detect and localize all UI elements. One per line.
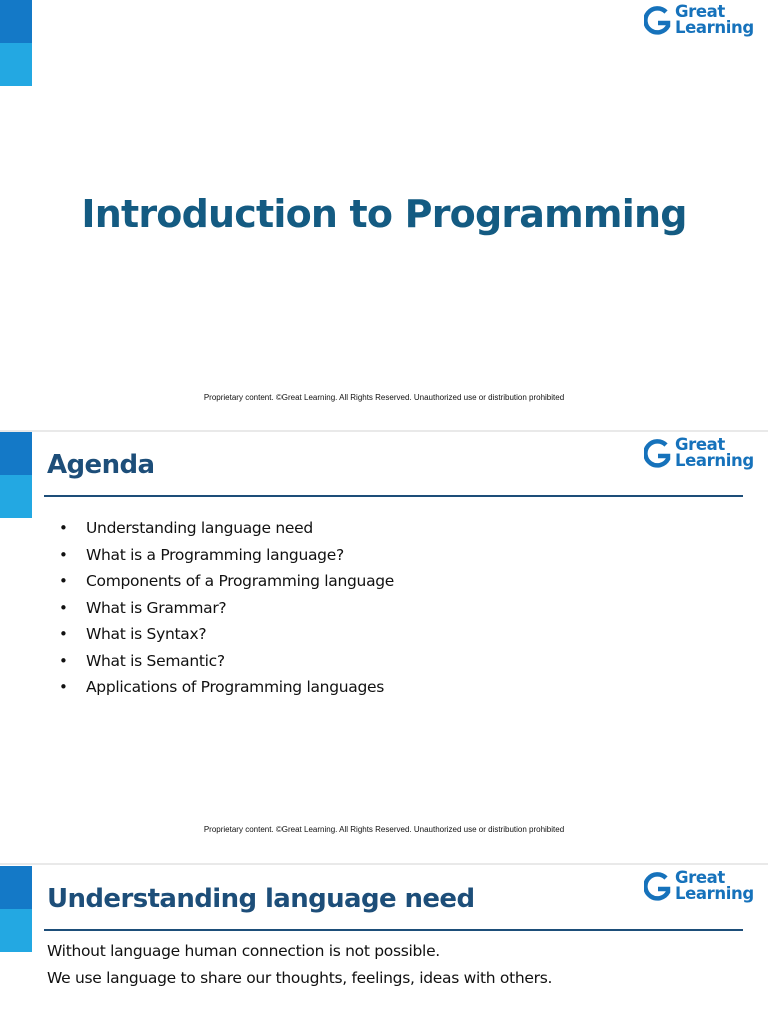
logo-line-2: Learning	[675, 451, 754, 470]
g-logo-icon	[644, 439, 672, 471]
logo-line-1: Great	[675, 2, 725, 21]
list-item	[58, 571, 394, 598]
logo-line-1: Great	[675, 435, 725, 454]
list-item	[58, 651, 394, 678]
list-item-text: What is Grammar?	[86, 598, 227, 617]
slide-heading: Understanding language need	[47, 884, 475, 914]
slide-heading: Agenda	[47, 450, 155, 480]
list-item	[58, 624, 394, 651]
logo-line-1: Great	[675, 868, 725, 887]
bullet-icon: •	[59, 678, 68, 696]
list-item-text: Understanding language need	[86, 519, 313, 537]
accent-bar-dark	[0, 0, 32, 43]
logo-line-2: Learning	[675, 18, 754, 37]
g-logo-icon	[644, 872, 672, 904]
presentation-title: Introduction to Programming	[81, 192, 687, 236]
title-underline	[44, 495, 743, 497]
great-learning-logo	[644, 870, 760, 910]
slide-title-page	[0, 0, 768, 430]
g-logo-icon	[644, 6, 672, 38]
logo-line-2: Learning	[675, 884, 754, 903]
list-item	[58, 545, 394, 572]
accent-bar-dark	[0, 432, 32, 475]
list-item	[58, 677, 394, 704]
great-learning-logo	[644, 437, 760, 477]
agenda-list	[58, 518, 394, 704]
list-item	[58, 518, 394, 545]
bullet-icon: •	[59, 545, 68, 564]
slide-agenda	[0, 432, 768, 862]
list-item	[58, 598, 394, 625]
list-item-text: Components of a Programming language	[86, 572, 395, 590]
slide-separator	[0, 863, 768, 865]
body-text-line: We use language to share our thoughts, feelings, ideas with others.	[47, 969, 553, 987]
accent-bar-light	[0, 475, 32, 518]
great-learning-logo	[644, 4, 760, 44]
title-underline	[44, 929, 743, 931]
accent-bar-light	[0, 909, 32, 952]
bullet-icon: •	[59, 651, 68, 670]
list-item-text: What is a Programming language?	[86, 545, 344, 564]
bullet-icon: •	[59, 598, 68, 617]
footer-copyright: Proprietary content. ©Great Learning. All Rights Reserved. Unauthorized use or distribution prohibited	[203, 393, 565, 402]
slide-language-need	[0, 866, 768, 1024]
list-item-text: What is Syntax?	[86, 625, 207, 643]
bullet-icon: •	[59, 625, 68, 643]
bullet-icon: •	[59, 519, 68, 537]
footer-copyright: Proprietary content. ©Great Learning. All Rights Reserved. Unauthorized use or distribution prohibited	[203, 825, 565, 834]
accent-bar-light	[0, 43, 32, 86]
bullet-icon: •	[59, 572, 68, 590]
list-item-text: Applications of Programming languages	[86, 678, 385, 696]
accent-bar-dark	[0, 866, 32, 909]
list-item-text: What is Semantic?	[86, 651, 225, 670]
body-text-line: Without language human connection is not possible.	[47, 942, 440, 960]
